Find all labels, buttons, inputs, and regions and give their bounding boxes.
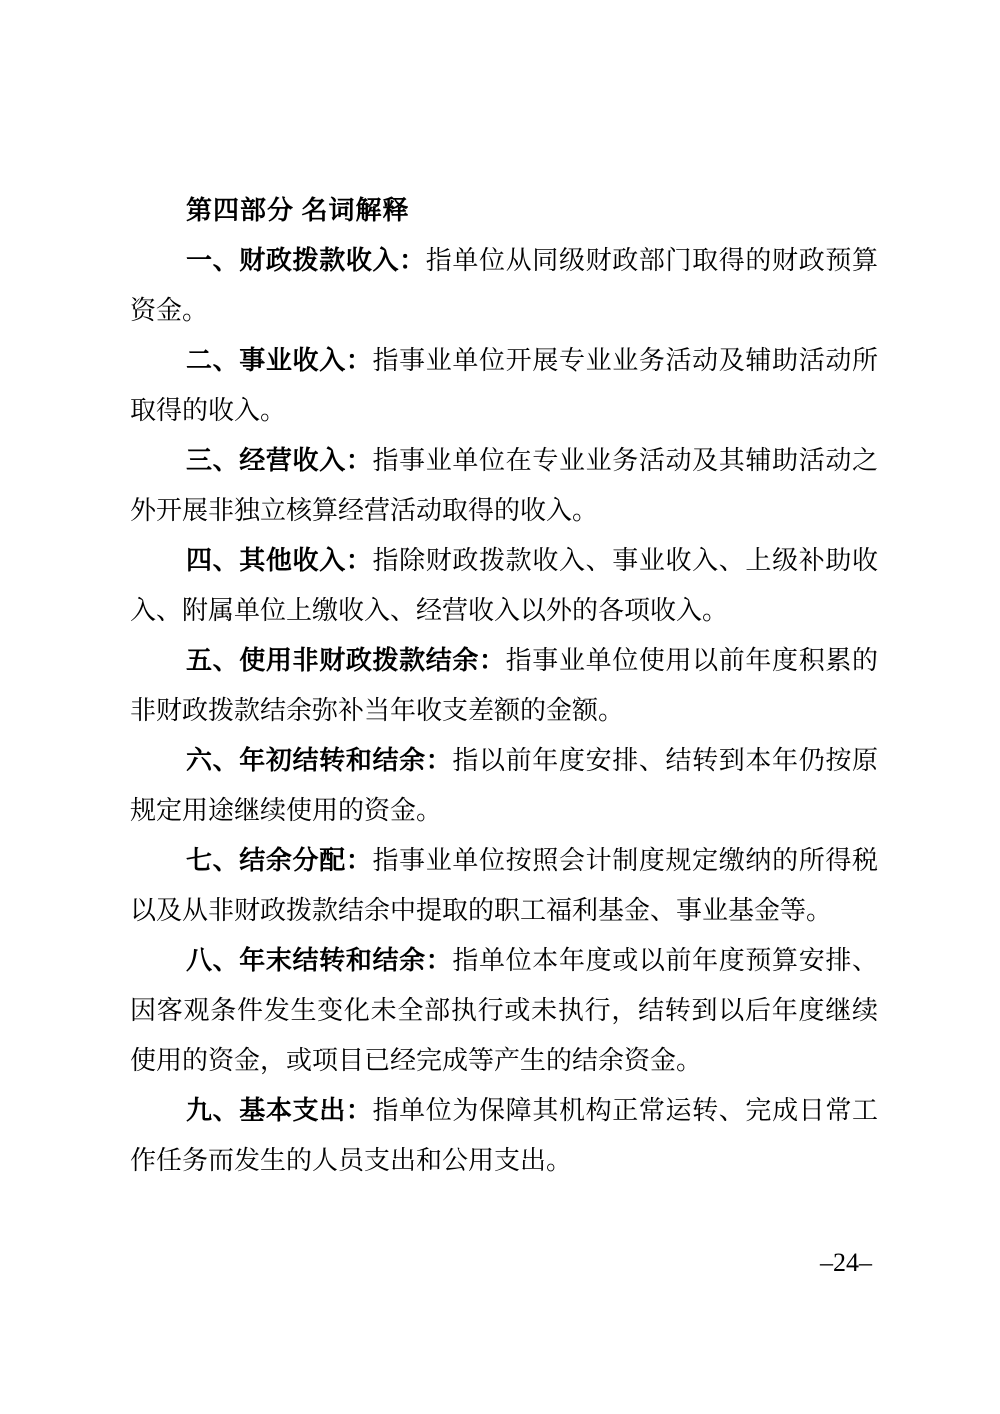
definition-item-6 [130, 736, 878, 836]
content-area [130, 186, 878, 1186]
term-label: 五、使用非财政拨款结余： [186, 646, 506, 675]
term-definition: 指以前年度安排、结转到本年仍按原规定用途继续使用的资金。 [130, 746, 878, 825]
definition-item-7 [130, 836, 878, 936]
definition-item-9 [130, 1086, 878, 1186]
term-label: 八、年末结转和结余： [186, 946, 453, 975]
term-label: 一、财政拨款收入： [186, 246, 426, 275]
page-number: –24– [820, 1248, 872, 1277]
definition-item-2 [130, 336, 878, 436]
definition-item-8 [130, 936, 878, 1086]
section-title: 第四部分 名词解释 [186, 196, 410, 225]
term-definition: 指单位为保障其机构正常运转、完成日常工作任务而发生的人员支出和公用支出。 [130, 1096, 878, 1175]
term-definition: 指单位本年度或以前年度预算安排、因客观条件发生变化未全部执行或未执行，结转到以后年度继续使用的资金，或项目已经完成等产生的结余资金。 [130, 946, 878, 1075]
definition-item-5 [130, 636, 878, 736]
definition-item-1 [130, 236, 878, 336]
term-label: 三、经营收入： [186, 446, 373, 475]
term-label: 九、基本支出： [186, 1096, 373, 1125]
term-definition: 指除财政拨款收入、事业收入、上级补助收入、附属单位上缴收入、经营收入以外的各项收入。 [130, 546, 878, 625]
term-label: 六、年初结转和结余： [186, 746, 453, 775]
definition-item-3 [130, 436, 878, 536]
definition-item-4 [130, 536, 878, 636]
term-definition: 指事业单位使用以前年度积累的非财政拨款结余弥补当年收支差额的金额。 [130, 646, 878, 725]
term-label: 四、其他收入： [186, 546, 373, 575]
term-definition: 指事业单位按照会计制度规定缴纳的所得税以及从非财政拨款结余中提取的职工福利基金、事业基金等。 [130, 846, 878, 925]
term-definition: 指事业单位开展专业业务活动及辅助活动所取得的收入。 [130, 346, 878, 425]
term-definition: 指事业单位在专业业务活动及其辅助活动之外开展非独立核算经营活动取得的收入。 [130, 446, 878, 525]
term-definition: 指单位从同级财政部门取得的财政预算资金。 [130, 246, 878, 325]
term-label: 二、事业收入： [186, 346, 373, 375]
term-label: 七、结余分配： [186, 846, 373, 875]
